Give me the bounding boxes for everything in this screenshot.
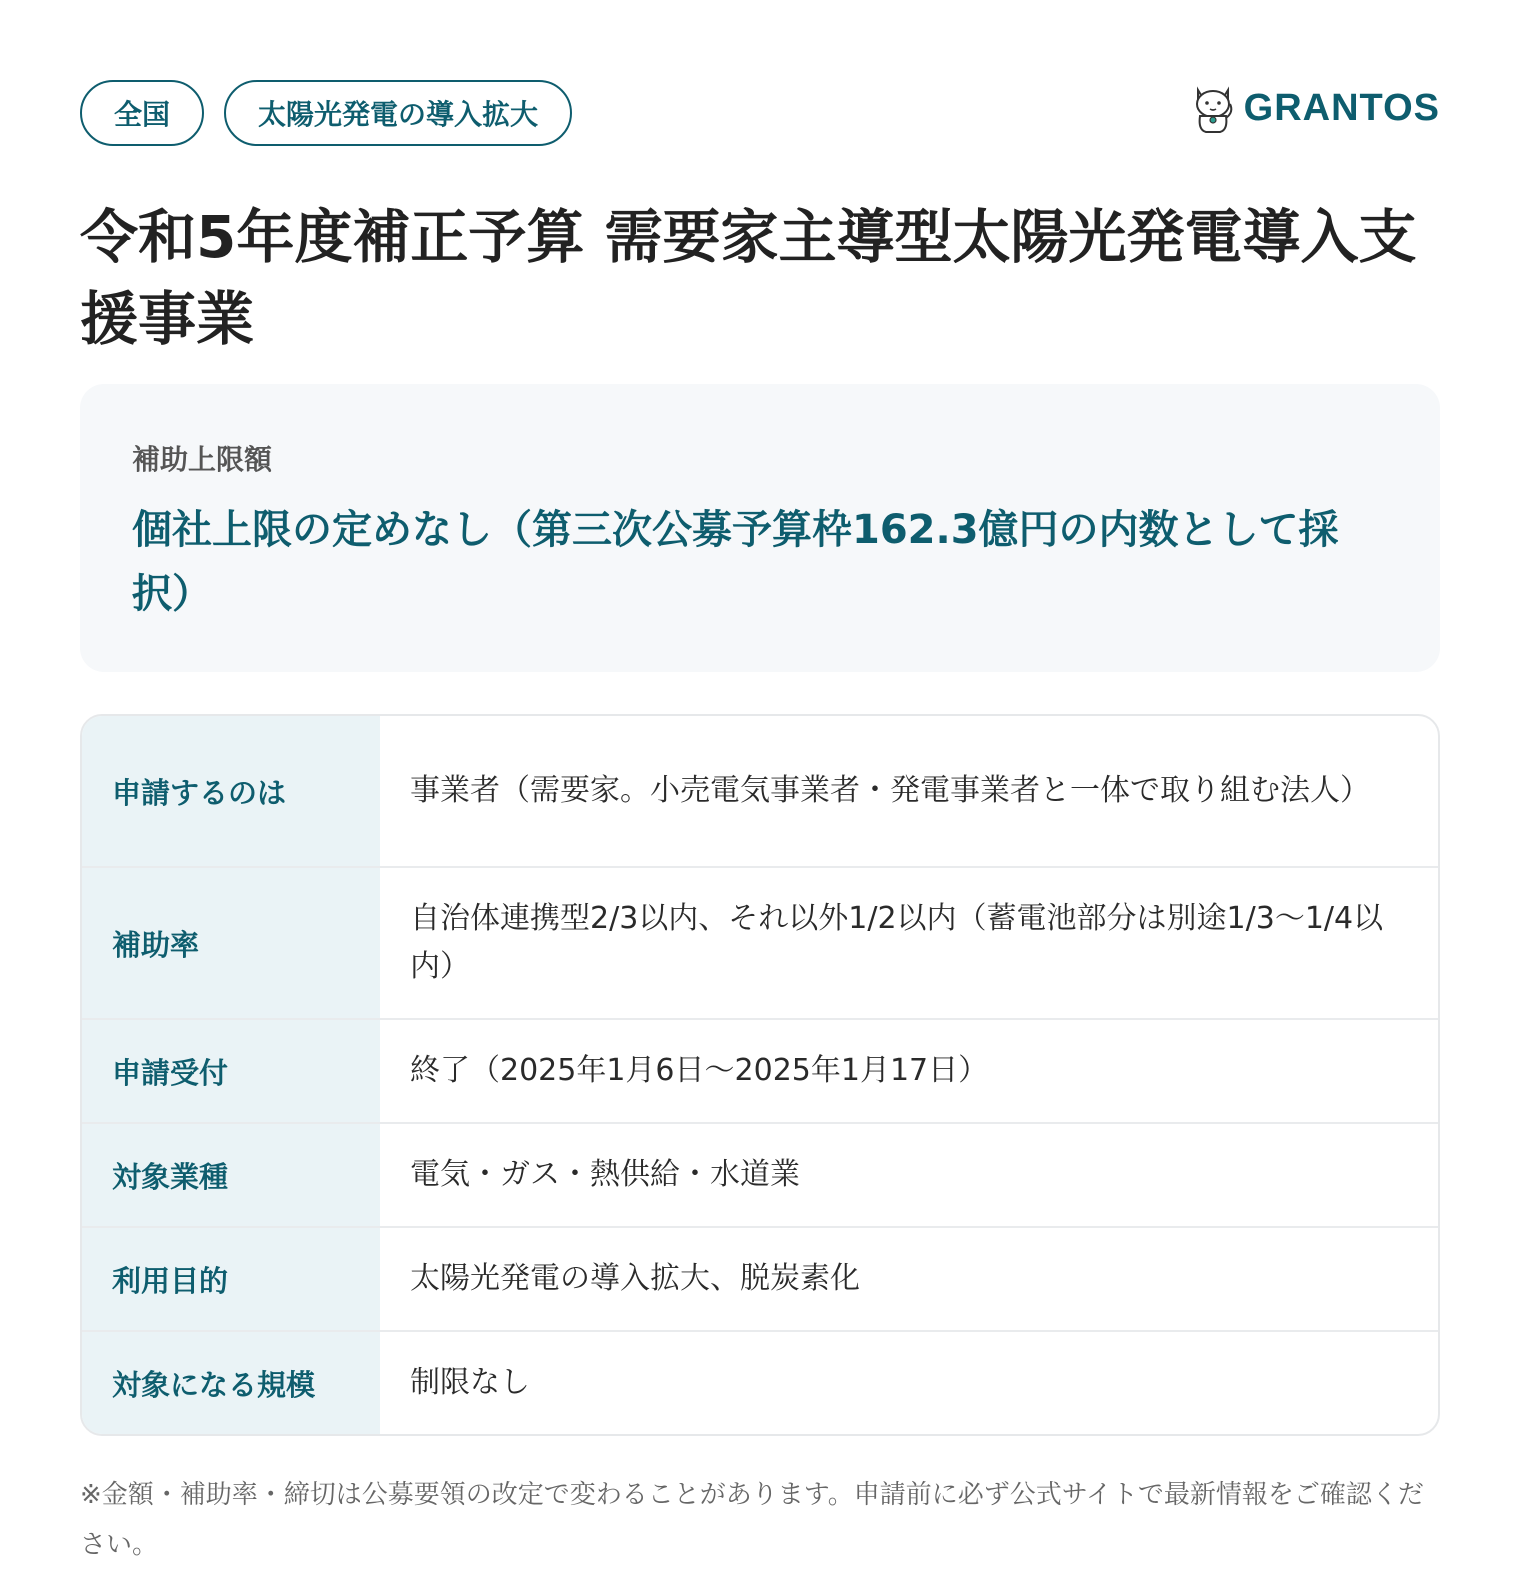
- table-row-application-period: [82, 1018, 1438, 1122]
- page-title: 令和5年度補正予算 需要家主導型太陽光発電導入支援事業: [80, 203, 1417, 353]
- row-label: 対象になる規模: [82, 1332, 380, 1434]
- row-label: 申請受付: [82, 1020, 380, 1122]
- row-value: 終了（2025年1月6日〜2025年1月17日）: [410, 1053, 989, 1088]
- lucky-cat-icon: [1190, 82, 1236, 134]
- tag-region[interactable]: 全国: [80, 80, 204, 146]
- row-value: 自治体連携型2/3以内、それ以外1/2以内（蓄電池部分は別途1/3〜1/4以内）: [410, 901, 1384, 984]
- brand-name: GRANTOS: [1243, 86, 1440, 129]
- row-label: 対象業種: [82, 1124, 380, 1226]
- row-value: 制限なし: [410, 1365, 530, 1400]
- row-label: 補助率: [82, 868, 380, 1018]
- table-row-scale: [82, 1330, 1438, 1434]
- table-row-purpose: [82, 1226, 1438, 1330]
- brand-logo: [1190, 82, 1440, 134]
- table-row-applicant: [82, 716, 1438, 866]
- subsidy-limit-label: 補助上限額: [132, 443, 273, 476]
- subsidy-limit-value: 個社上限の定めなし（第三次公募予算枠162.3億円の内数として採択）: [132, 507, 1339, 617]
- table-row-rate: [82, 866, 1438, 1018]
- row-value: 太陽光発電の導入拡大、脱炭素化: [410, 1261, 860, 1296]
- row-label: 申請するのは: [82, 716, 380, 866]
- tag-purpose[interactable]: 太陽光発電の導入拡大: [224, 80, 572, 146]
- tag-list: [80, 80, 572, 146]
- info-table: [80, 714, 1440, 1436]
- row-value: 事業者（需要家。小売電気事業者・発電事業者と一体で取り組む法人）: [410, 773, 1370, 808]
- disclaimer-note: ※金額・補助率・締切は公募要領の改定で変わることがあります。申請前に必ず公式サイトで最新情報をご確認ください。: [80, 1480, 1424, 1560]
- row-value: 電気・ガス・熱供給・水道業: [410, 1157, 800, 1192]
- table-row-industry: [82, 1122, 1438, 1226]
- subsidy-limit-box: [80, 384, 1440, 672]
- row-label: 利用目的: [82, 1228, 380, 1330]
